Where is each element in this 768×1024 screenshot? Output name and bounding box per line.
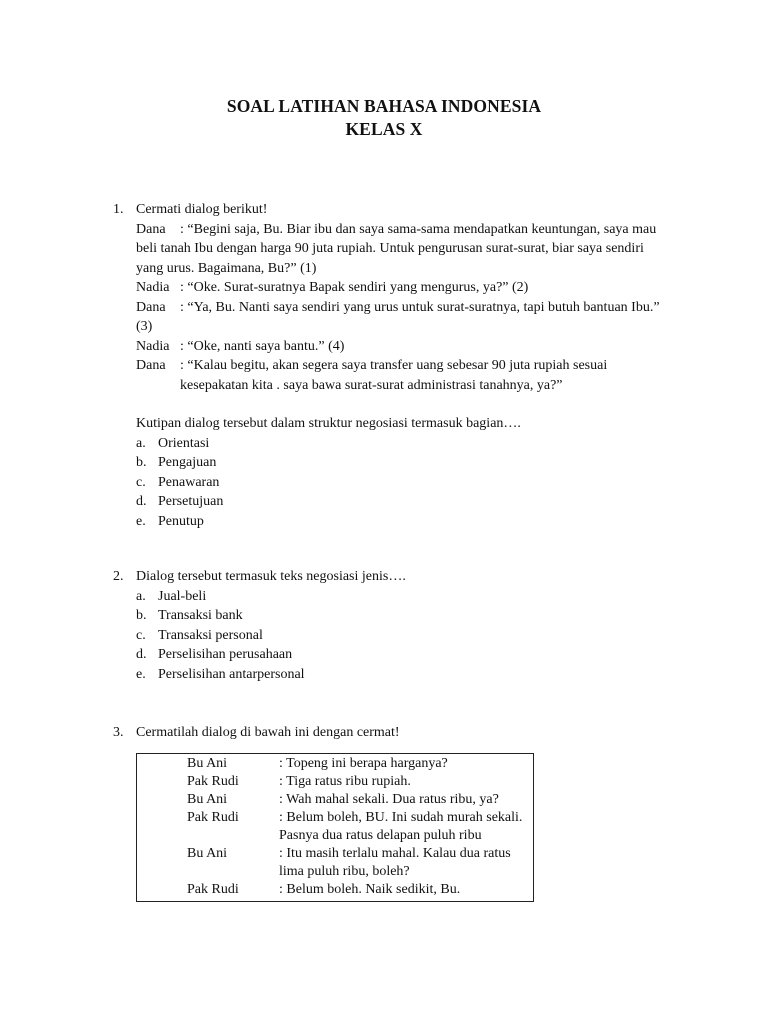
option-text: Pengajuan [158, 455, 217, 470]
dialog-text: : Itu masih terlalu mahal. Kalau dua ratus lima puluh ribu, boleh? [279, 846, 511, 879]
option-text: Perselisihan perusahaan [158, 647, 293, 662]
question-1 [113, 200, 673, 531]
dialog-text: : “Oke. Surat-suratnya Bapak sendiri yang mengurus, ya?” (2) [180, 280, 529, 295]
option-text: Persetujuan [158, 494, 224, 509]
option-letter: a. [136, 588, 146, 604]
dialog-speaker: Pak Rudi [187, 774, 239, 789]
dialog-speaker: Dana [136, 358, 166, 373]
answer-option-a[interactable] [136, 587, 673, 607]
question-intro: Cermatilah dialog di bawah ini dengan cermat! [136, 725, 400, 740]
dialog-line [137, 845, 533, 881]
answer-option-b[interactable] [136, 606, 673, 626]
dialog-line [137, 881, 533, 899]
option-text: Penutup [158, 513, 204, 529]
option-letter: c. [136, 627, 146, 643]
option-text: Jual-beli [158, 588, 207, 604]
dialog-text: : “Kalau begitu, akan segera saya transfer uang sebesar 90 juta rupiah sesuai kesepakatan kita . saya bawa surat-surat administrasi tanahnya, ya?” [180, 358, 608, 393]
question-intro: Cermati dialog berikut! [136, 202, 268, 217]
dialog-speaker: Bu Ani [187, 846, 228, 861]
option-letter: e. [136, 666, 146, 682]
dialog-line [137, 791, 533, 809]
option-letter: d. [136, 494, 147, 509]
dialog-text: : Wah mahal sekali. Dua ratus ribu, ya? [279, 792, 499, 807]
question-number: 1. [113, 202, 124, 217]
answer-option-c[interactable] [136, 473, 673, 493]
option-letter: d. [136, 647, 147, 662]
option-text: Penawaran [158, 474, 220, 490]
option-letter: b. [136, 608, 147, 623]
answer-option-d[interactable] [136, 492, 673, 512]
dialog-line [137, 755, 533, 773]
dialog-speaker: Bu Ani [187, 756, 228, 771]
dialog-speaker: Nadia [136, 280, 170, 295]
option-letter: e. [136, 513, 146, 529]
question-3 [113, 723, 673, 743]
answer-option-b[interactable] [136, 453, 673, 473]
dialog-line [136, 337, 673, 357]
dialog-line [136, 220, 673, 279]
answer-option-e[interactable] [136, 665, 673, 685]
dialog-text: : “Ya, Bu. Nanti saya sendiri yang urus untuk surat-suratnya, tapi butuh bantuan Ibu.” (3) [136, 299, 660, 334]
dialog-speaker: Nadia [136, 338, 170, 354]
option-text: Perselisihan antarpersonal [158, 666, 305, 682]
question-number: 2. [113, 569, 124, 584]
dialog-line [136, 298, 673, 337]
dialog-text: : Topeng ini berapa harganya? [279, 756, 448, 771]
question-2 [113, 567, 673, 684]
question-number: 3. [113, 725, 124, 740]
option-text: Orientasi [158, 435, 210, 451]
dialog-speaker: Dana [136, 221, 166, 237]
option-letter: a. [136, 435, 146, 451]
dialog-speaker: Pak Rudi [187, 882, 239, 897]
answer-option-e[interactable] [136, 512, 673, 532]
dialog-speaker: Dana [136, 299, 166, 315]
dialog-text: : Belum boleh. Naik sedikit, Bu. [279, 882, 461, 897]
document-subtitle: KELAS X [345, 119, 423, 139]
option-letter: c. [136, 474, 146, 490]
dialog-line [137, 809, 533, 845]
dialog-text: : “Begini saja, Bu. Biar ibu dan saya sama-sama mendapatkan keuntungan, saya mau beli tanah Ibu dengan harga 90 juta rupiah. Untuk pengurusan surat-surat, biar saya sendiri yang urus. Bagaimana, Bu?” (1) [136, 221, 657, 276]
dialog-text: : “Oke, nanti saya bantu.” (4) [180, 338, 345, 354]
dialog-box [136, 753, 534, 902]
dialog-line [137, 773, 533, 791]
option-letter: b. [136, 455, 147, 470]
answer-option-d[interactable] [136, 645, 673, 665]
dialog-speaker: Bu Ani [187, 792, 228, 807]
dialog-line [136, 356, 673, 395]
option-text: Transaksi bank [158, 608, 243, 623]
option-text: Transaksi personal [158, 627, 263, 643]
dialog-line [136, 278, 673, 298]
dialog-text: : Tiga ratus ribu rupiah. [279, 774, 411, 789]
question-text: Dialog tersebut termasuk teks negosiasi jenis…. [136, 569, 406, 584]
question-text: Kutipan dialog tersebut dalam struktur negosiasi termasuk bagian…. [136, 416, 521, 431]
answer-option-a[interactable] [136, 434, 673, 454]
document-title: SOAL LATIHAN BAHASA INDONESIA [226, 96, 542, 116]
answer-option-c[interactable] [136, 626, 673, 646]
dialog-speaker: Pak Rudi [187, 810, 239, 825]
dialog-text: : Belum boleh, BU. Ini sudah murah sekali. Pasnya dua ratus delapan puluh ribu [279, 810, 523, 843]
